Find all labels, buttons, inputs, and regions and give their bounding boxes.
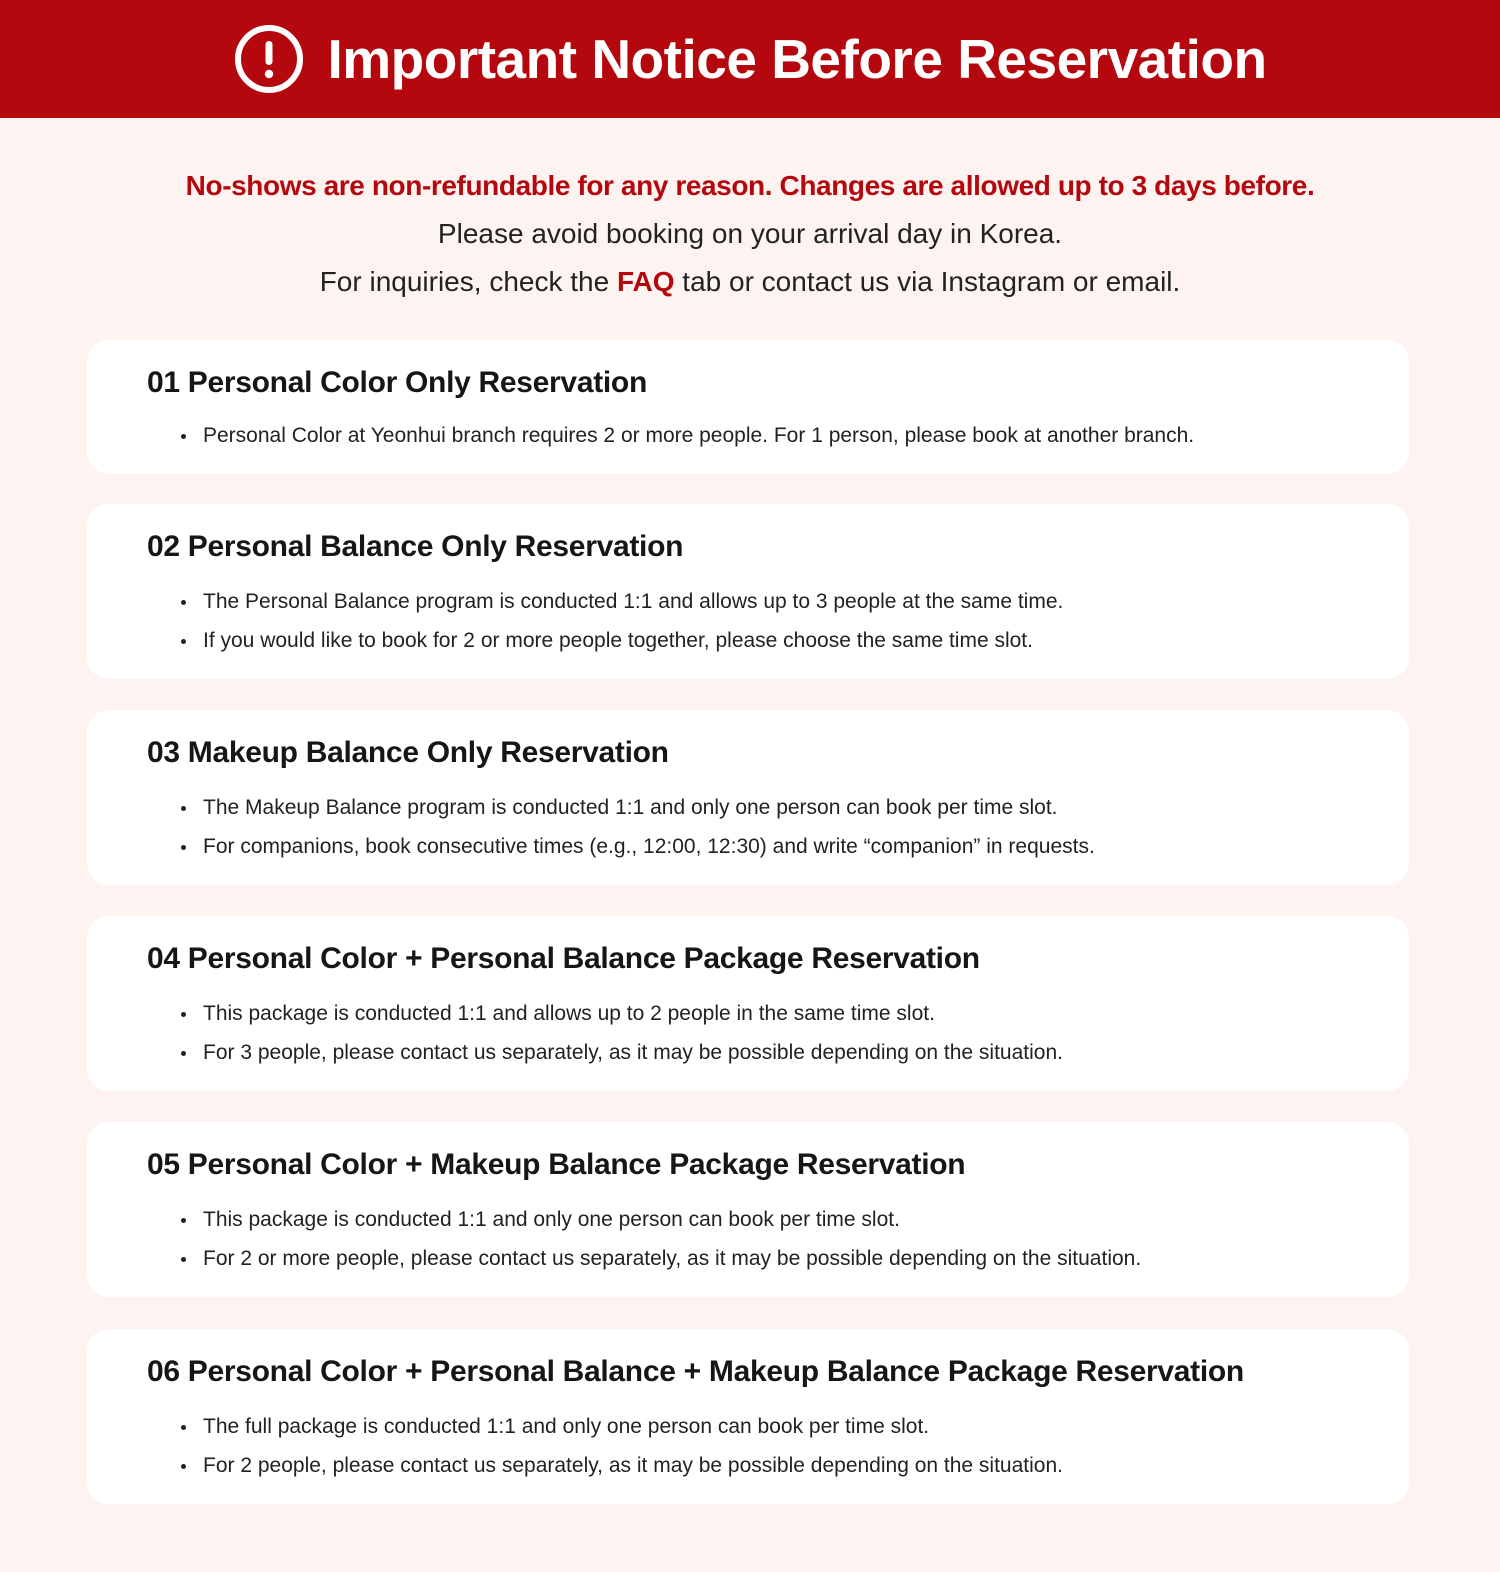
- arrival-day-note: Please avoid booking on your arrival day in Korea.: [437, 218, 1063, 249]
- bullet-item: For 2 people, please contact us separately, as it may be possible depending on the situation.: [181, 1446, 1063, 1485]
- bullet-item: The full package is conducted 1:1 and only one person can book per time slot.: [181, 1407, 1063, 1446]
- inquiry-text-after: tab or contact us via Instagram or email.: [674, 266, 1181, 297]
- exclamation-circle-icon: [233, 23, 305, 95]
- page-title: Important Notice Before Reservation: [327, 28, 1267, 90]
- no-show-warning: No-shows are non-refundable for any reason. Changes are allowed up to 3 days before.: [185, 170, 1315, 201]
- bullet-item: The Personal Balance program is conducted 1:1 and allows up to 3 people at the same time.: [181, 582, 1063, 621]
- bullet-item: For 3 people, please contact us separately, as it may be possible depending on the situation.: [181, 1033, 1063, 1072]
- section-card-01: [87, 340, 1409, 474]
- inquiry-text-before: For inquiries, check the: [319, 266, 617, 297]
- section-title: 01 Personal Color Only Reservation: [147, 366, 647, 399]
- bullet-item: If you would like to book for 2 or more people together, please choose the same time slot.: [181, 621, 1063, 660]
- section-card-03: [87, 710, 1409, 885]
- section-bullets: [181, 788, 1095, 866]
- section-bullets: [181, 416, 1194, 455]
- section-bullets: [181, 1200, 1141, 1278]
- section-title: 06 Personal Color + Personal Balance + Makeup Balance Package Reservation: [147, 1355, 1244, 1388]
- bullet-item: For 2 or more people, please contact us separately, as it may be possible depending on the situation.: [181, 1239, 1141, 1278]
- bullet-item: For companions, book consecutive times (e.g., 12:00, 12:30) and write “companion” in requests.: [181, 827, 1095, 866]
- inquiry-note: [0, 258, 1500, 306]
- notice-header: [0, 0, 1500, 118]
- bullet-item: This package is conducted 1:1 and only one person can book per time slot.: [181, 1200, 1141, 1239]
- faq-link[interactable]: FAQ: [616, 266, 675, 297]
- section-card-02: [87, 504, 1409, 679]
- section-title: 03 Makeup Balance Only Reservation: [147, 736, 669, 769]
- section-title: 05 Personal Color + Makeup Balance Package Reservation: [147, 1148, 966, 1181]
- bullet-item: The Makeup Balance program is conducted 1:1 and only one person can book per time slot.: [181, 788, 1095, 827]
- section-card-04: [87, 916, 1409, 1091]
- section-card-06: [87, 1329, 1409, 1504]
- intro-notice: [0, 162, 1500, 306]
- section-title: 04 Personal Color + Personal Balance Package Reservation: [147, 942, 980, 975]
- bullet-item: Personal Color at Yeonhui branch requires 2 or more people. For 1 person, please book at another branch.: [181, 416, 1194, 455]
- section-bullets: [181, 582, 1063, 660]
- section-title: 02 Personal Balance Only Reservation: [147, 530, 684, 563]
- section-card-05: [87, 1122, 1409, 1297]
- section-bullets: [181, 1407, 1063, 1485]
- bullet-item: This package is conducted 1:1 and allows up to 2 people in the same time slot.: [181, 994, 1063, 1033]
- section-bullets: [181, 994, 1063, 1072]
